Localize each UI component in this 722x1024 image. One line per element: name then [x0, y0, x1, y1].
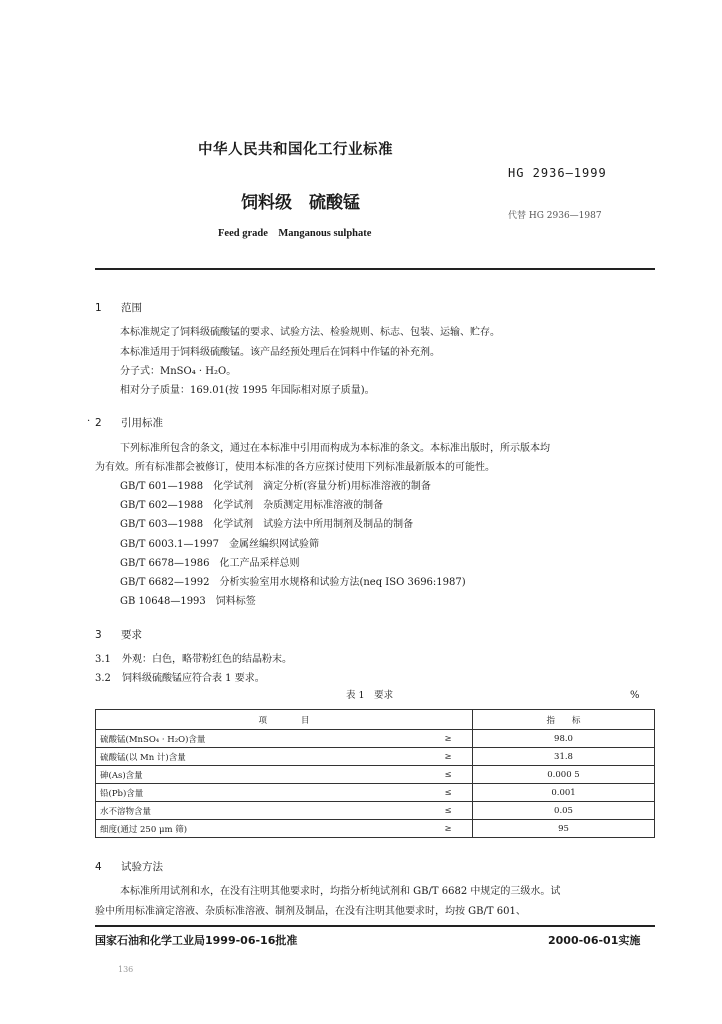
section-1-heading: [95, 300, 142, 315]
clause-3-1: [95, 655, 292, 665]
reference-item: GB/T 6678—1986 化工产品采样总则: [120, 558, 300, 569]
section-number: 3: [95, 629, 102, 641]
row-value: 31.8: [473, 748, 655, 766]
row-item: 铅(Pb)含量: [96, 784, 425, 802]
column-header-value: 指 标: [473, 710, 655, 730]
clause-3-2: [95, 674, 265, 684]
section-number: 1: [95, 302, 102, 314]
row-item: 砷(As)含量: [96, 766, 425, 784]
standard-number: HG 2936—1999: [508, 166, 607, 180]
requirements-table: [95, 709, 655, 838]
paragraph-line: 相对分子质量：169.01(按 1995 年国际相对原子质量)。: [120, 385, 375, 396]
section-number: 2: [95, 417, 102, 429]
effective-date: 2000-06-01实施: [548, 934, 641, 947]
approval-info: 国家石油和化学工业局1999-06-16批准: [95, 934, 298, 947]
reference-item: GB/T 601—1988 化学试剂 滴定分析(容量分析)用标准溶液的制备: [120, 481, 431, 492]
paragraph-line: 分子式：MnSO₄ · H₂O。: [120, 366, 237, 377]
reference-item: GB 10648—1993 饲料标签: [120, 596, 256, 607]
table-row: [96, 820, 655, 838]
paragraph-line: 本标准适用于饲料级硫酸锰。该产品经预处理后在饲料中作锰的补充剂。: [120, 347, 440, 358]
standard-category-title: 中华人民共和国化工行业标准: [198, 142, 393, 158]
clause-text: 饲料级硫酸锰应符合表 1 要求。: [122, 673, 265, 684]
section-title: 试验方法: [121, 861, 163, 873]
row-value: 0.001: [473, 784, 655, 802]
row-operator: ≥: [424, 730, 473, 748]
reference-item: GB/T 603—1988 化学试剂 试验方法中所用制剂及制品的制备: [120, 519, 414, 530]
margin-mark: ·: [87, 416, 91, 427]
clause-number: 3.2: [95, 673, 111, 684]
row-value: 0.05: [473, 802, 655, 820]
table-row: [96, 730, 655, 748]
row-operator: ≤: [424, 802, 473, 820]
document-title-cn: 饲料级 硫酸锰: [241, 193, 360, 213]
section-title: 引用标准: [121, 417, 163, 429]
table-row: [96, 766, 655, 784]
footer-divider: [95, 925, 655, 927]
section-3-heading: [95, 627, 142, 642]
table-row: [96, 748, 655, 766]
replaces-standard: 代替 HG 2936—1987: [508, 211, 602, 221]
paragraph-line: 下列标准所包含的条文，通过在本标准中引用而构成为本标准的条文。本标准出版时，所示版本均: [120, 443, 550, 454]
document-title-en: Feed grade Manganous sulphate: [218, 228, 372, 239]
paragraph-line: 为有效。所有标准都会被修订，使用本标准的各方应探讨使用下列标准最新版本的可能性。: [95, 462, 495, 473]
row-item: 细度(通过 250 μm 筛): [96, 820, 425, 838]
table-header-row: [96, 710, 655, 730]
paragraph-line: 本标准规定了饲料级硫酸锰的要求、试验方法、检验规则、标志、包装、运输、贮存。: [120, 327, 500, 338]
section-2-heading: [95, 415, 163, 430]
row-value: 0.000 5: [473, 766, 655, 784]
row-operator: ≤: [424, 766, 473, 784]
row-operator: ≥: [424, 820, 473, 838]
paragraph-line: 验中所用标准滴定溶液、杂质标准溶液、制剂及制品，在没有注明其他要求时，均按 GB/T 601、: [95, 906, 526, 917]
table-unit: %: [630, 690, 640, 701]
section-4-heading: [95, 859, 163, 874]
header-divider: [95, 268, 655, 270]
section-title: 要求: [121, 629, 142, 641]
section-number: 4: [95, 861, 102, 873]
section-title: 范围: [121, 302, 142, 314]
table-caption: 表 1 要求: [346, 690, 394, 701]
paragraph-line: 本标准所用试剂和水，在没有注明其他要求时，均指分析纯试剂和 GB/T 6682 中规定的三级水。试: [120, 886, 561, 897]
page-number: 136: [118, 965, 134, 974]
row-value: 95: [473, 820, 655, 838]
table-row: [96, 784, 655, 802]
row-value: 98.0: [473, 730, 655, 748]
row-item: 水不溶物含量: [96, 802, 425, 820]
clause-text: 外观：白色，略带粉红色的结晶粉末。: [122, 654, 292, 665]
table-row: [96, 802, 655, 820]
row-item: 硫酸锰(以 Mn 计)含量: [96, 748, 425, 766]
row-item: 硫酸锰(MnSO₄ · H₂O)含量: [96, 730, 425, 748]
row-operator: ≤: [424, 784, 473, 802]
clause-number: 3.1: [95, 654, 111, 665]
reference-item: GB/T 6003.1—1997 金属丝编织网试验筛: [120, 539, 319, 550]
reference-item: GB/T 602—1988 化学试剂 杂质测定用标准溶液的制备: [120, 500, 384, 511]
row-operator: ≥: [424, 748, 473, 766]
reference-item: GB/T 6682—1992 分析实验室用水规格和试验方法(neq ISO 3696:1987): [120, 577, 466, 588]
column-header-item: 项 目: [96, 710, 473, 730]
